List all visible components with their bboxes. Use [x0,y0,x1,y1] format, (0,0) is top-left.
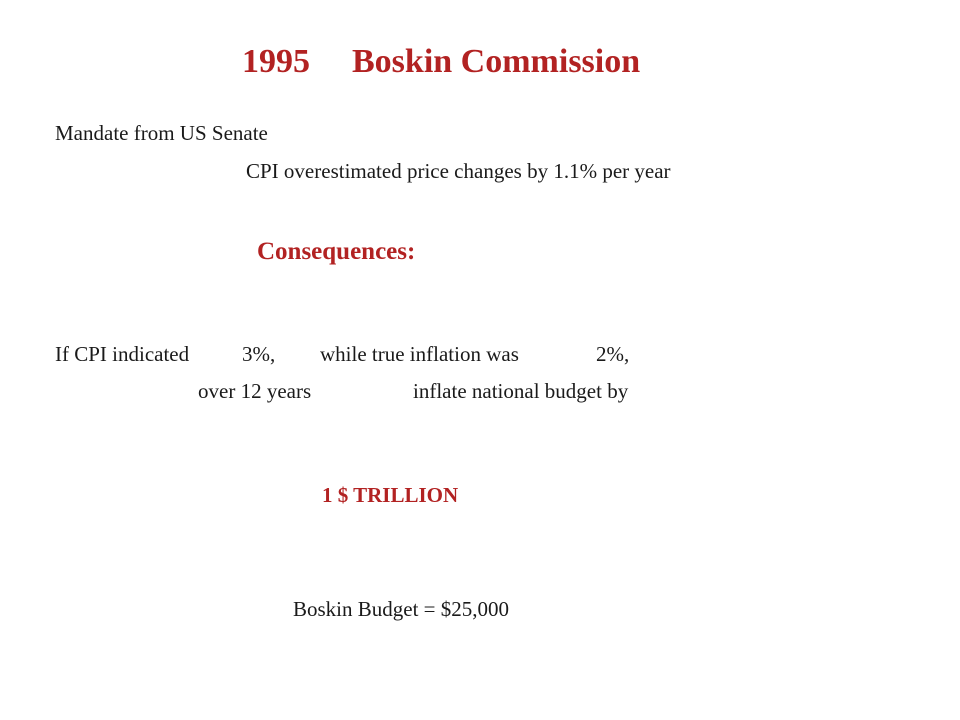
true-inflation-label: while true inflation was [320,342,519,366]
page-title: Boskin Commission [352,43,641,80]
title-year: 1995 [242,43,310,80]
mandate-text: Mandate from US Senate [55,121,268,145]
finding-text: CPI overestimated price changes by 1.1% per year [246,159,671,183]
true-inflation-value: 2%, [596,342,630,366]
consequences-heading: Consequences: [257,238,416,265]
cpi-indicated-value: 3%, [242,342,276,366]
effect-text: inflate national budget by [413,379,629,403]
trillion-amount: 1 $ TRILLION [322,483,459,507]
budget-line: Boskin Budget = $25,000 [293,597,510,621]
cpi-indicated-label: If CPI indicated [55,342,190,366]
period-text: over 12 years [198,379,312,403]
